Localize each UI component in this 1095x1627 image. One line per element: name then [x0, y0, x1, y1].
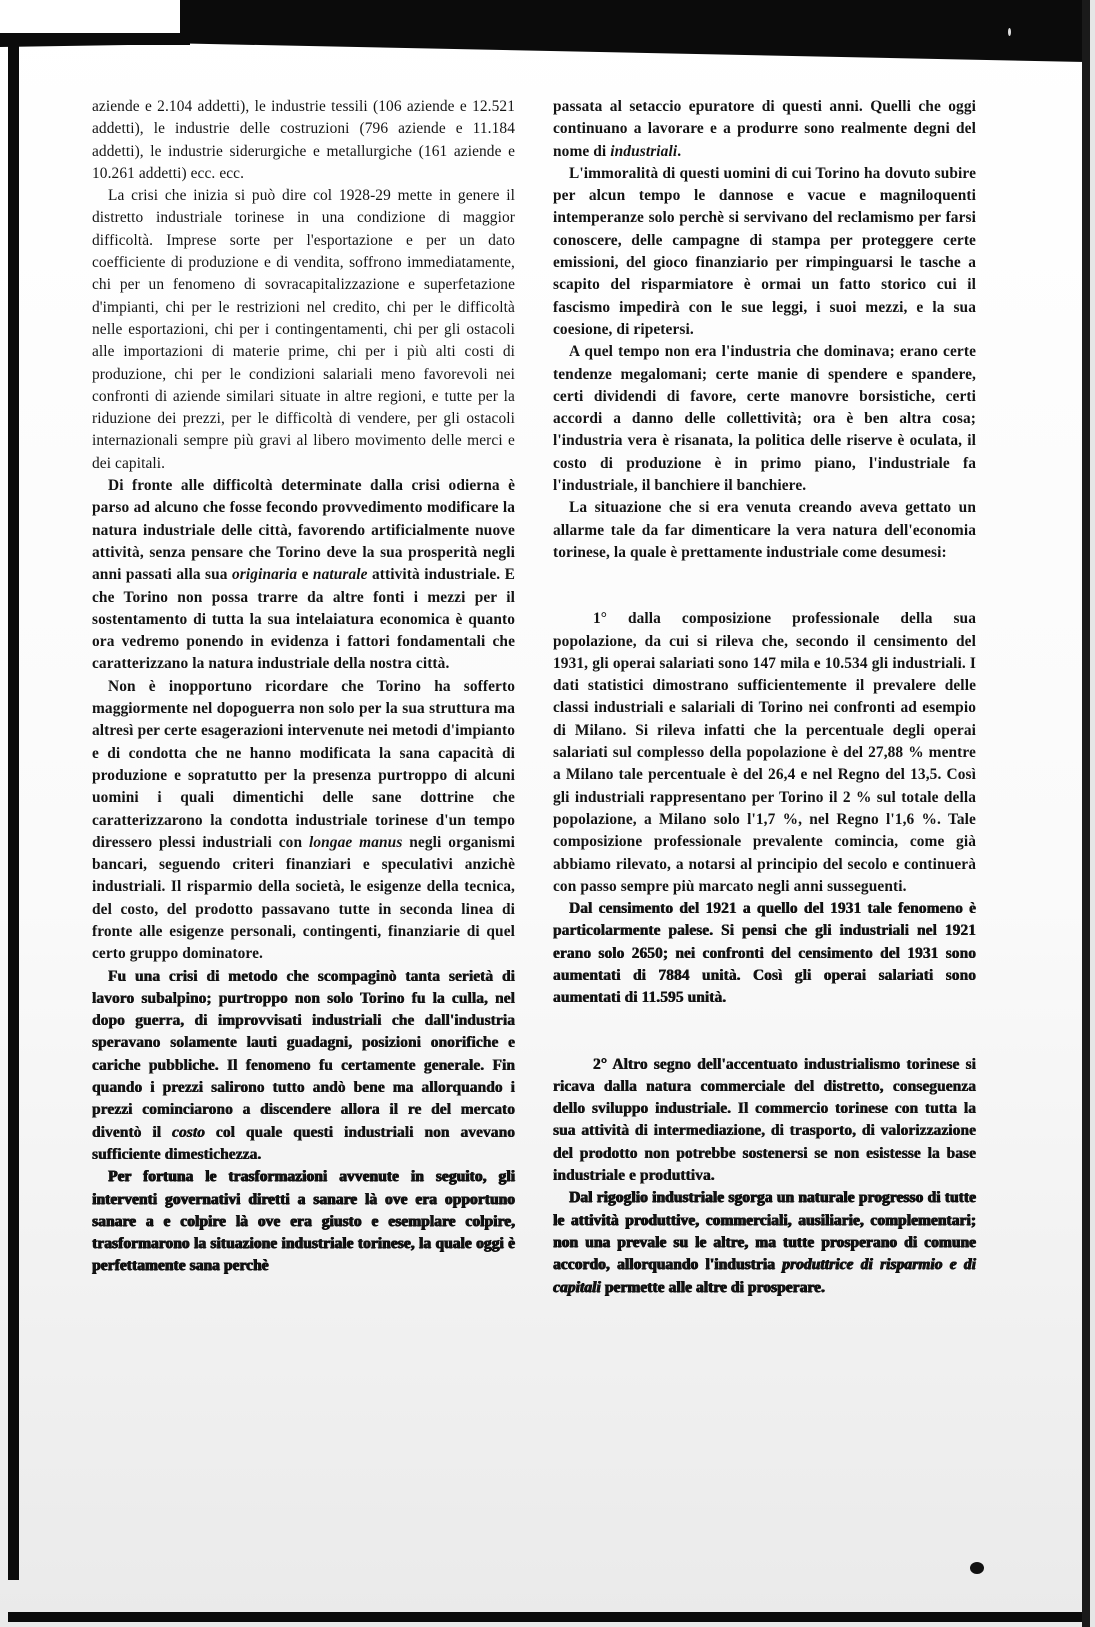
paragraph: Per fortuna le trasformazioni avvenute in seguito, gli interventi governativi diretti a sanare là ove era opportuno sanare a e colpire là ove era giusto e esemplare colpire, trasformarono la situazione industriale torinese, la quale oggi è perfettamente sana perchè: [92, 1168, 515, 1275]
paragraph: aziende e 2.104 addetti), le industrie tessili (106 aziende e 12.521 addetti), le industrie delle costruzioni (796 aziende e 11.184 addetti), le industrie siderurgiche e metallurgiche (161 aziende e 10.261 addetti) ecc. ecc.: [92, 98, 515, 182]
scan-border-right: [1082, 0, 1090, 1627]
emphasis: industriali: [610, 142, 678, 160]
emphasis: produttrice di risparmio e di capitali: [553, 1256, 976, 1296]
paragraph: Di fronte alle difficoltà determinate dalla crisi odierna è parso ad alcuno che fosse fecondo provvedimento modificare la natura industriale delle città, favorendo artificialmente nuove attività, senza pensare che Torino deve la sua prosperità negli anni passati alla sua originaria e naturale attività industriale. E che Torino non possa trarre da altre fonti i mezzi per il sostentamento di tutta la sua intelaiatura economica è quanto ora vedremo ponendo in evidenza i fattori fondamentali che caratterizzano la natura industriale della nostra città.: [92, 477, 515, 673]
list-item-2: 2° Altro segno dell'accentuato industrialismo torinese si ricava dalla natura commerciale del distretto, conseguenza dello sviluppo industriale. Il commercio torinese con tutta la sua attività di intermediazione, di trasporto, di valorizzazione del prodotto non potrebbe sostenersi se non esistesse la base industriale e produttiva.: [553, 1055, 976, 1185]
scan-border-bottom: [8, 1612, 1088, 1622]
emphasis: originaria: [232, 566, 298, 584]
emphasis: costo: [171, 1123, 205, 1141]
paragraph: La crisi che inizia si può dire col 1928-29 mette in genere il distretto industriale torinese in una condizione di maggior difficoltà. Imprese sorte per l'esportazione e per un dato coefficiente di produzione e di vendita, soffrono immediatamente, chi per un fenomeno di sovracapitalizzazione e superfetazione d'impianti, chi per le restrizioni nel credito, chi per le difficoltà nelle esportazioni, chi per i contingentamenti, chi per gli ostacoli alle importazioni di materie prime, chi per i più alti costi di produzione, chi per le condizioni salariali meno favorevoli nei confronti di aziende similari situate in altre regioni, e tutte per la riduzione dei prezzi, per le difficoltà di vendere, per gli ostacoli internazionali sempre più gravi al libero movimento delle merci e dei capitali.: [92, 187, 515, 472]
emphasis: naturale: [312, 566, 368, 584]
paragraph: Dal censimento del 1921 a quello del 1931 tale fenomeno è particolarmente palese. Si pensi che gli industriali nel 1921 erano solo 2650; nei confronti del censimento del 1931 sono aumentati di 7884 unità. Così gli operai salariati sono aumentati di 11.595 unità.: [553, 900, 976, 1007]
right-column: [553, 96, 976, 1299]
paragraph: Non è inopportuno ricordare che Torino ha sofferto maggiormente nel dopoguerra non solo per la sua struttura ma altresì per certe esagerazioni intervenute nei metodi d'impianto e di condotta che ne hanno modificata la sana capacità di produzione e sopratutto per la presenza purtroppo di alcuni uomini i quali dimentichi delle sane dottrine che caratterizzarono la condotta industriale torinese d'un tempo diressero plessi industriali con longae manus negli organismi bancari, seguendo criteri finanziari e speculativi anzichè industriali. Il risparmio della società, le esigenze della tecnica, del costo, del prodotto passavano tutte in seconda linea di fronte alle esigenze personali, contingenti, finanziarie di quel certo gruppo dominatore.: [92, 677, 515, 963]
left-column: [92, 96, 515, 1278]
ink-blot: [970, 1562, 984, 1574]
scan-border-top: [180, 0, 1085, 62]
paragraph: Dal rigoglio industriale sgorga un naturale progresso di tutte le attività produttive, commerciali, ausiliarie, complementari; non una prevale su le altre, ma tutte prosperano di comune accordo, allorquando l'industria produttrice di risparmio e di capitali permette alle altre di prosperare.: [553, 1189, 976, 1296]
paragraph: A quel tempo non era l'industria che dominava; erano certe tendenze megalomani; certe manie di spendere e spandere, certi dividendi di favore, certe manovre borsistiche, certi accordi a danno delle collettività; ora è ben altra cosa; l'industria vera è risanata, la politica delle riserve è oculata, il costo di produzione è in primo piano, l'industriale fa l'industriale, il banchiere il banchiere.: [553, 343, 976, 495]
emphasis: longae manus: [308, 833, 403, 851]
scan-edge-right: [1090, 0, 1095, 1627]
paragraph: passata al setaccio epuratore di questi anni. Quelli che oggi continuano a lavorare e a produrre sono realmente degni del nome di industriali.: [553, 98, 976, 160]
scan-speck: [1008, 28, 1011, 36]
paragraph: L'immoralità di questi uomini di cui Torino ha dovuto subire per alcun tempo le dannose e vacue e magniloquenti intemperanze solo perchè si servivano del reclamismo per farsi conoscere, delle campagne di stampa per proteggere certe emissioni, del gioco finanziario per rimpinguarsi le tasche a scapito del risparmiatore è ormai un fatto storico cui il fascismo impedirà con le sue leggi, i suoi mezzi, e la sua coesione, di ripetersi.: [553, 164, 976, 338]
scan-border-left: [8, 40, 19, 1580]
list-item-1: 1° dalla composizione professionale della sua popolazione, da cui si rileva che, secondo il censimento del 1931, gli operai salariati sono 147 mila e 10.534 gli industriali. I dati statistici dimostrano sufficientemente il prevalere delle classi industriali e salariali di Torino nei confronti ad esempio di Milano. Si rileva infatti che la percentuale degli operai salariati sul complesso della popolazione è del 27,88 % mentre a Milano tale percentuale è del 26,4 e nel Regno del 13,5. Così gli industriali rappresentano per Torino il 2 % sul totale della popolazione, a Milano solo l'1,7 %, nel Regno l'1,6 %. Tale composizione professionale prevalente comincia, come già abbiamo rilevato, a notarsi al principio del secolo e continuerà con passo sempre più marcato negli anni susseguenti.: [553, 610, 976, 895]
spacer: [553, 1010, 976, 1054]
paragraph: La situazione che si era venuta creando aveva gettato un allarme tale da far dimenticare la vera natura dell'economia torinese, la quale è prettamente industriale come desumesi:: [553, 499, 976, 561]
spacer: [553, 564, 976, 608]
paragraph: Fu una crisi di metodo che scompaginò tanta serietà di lavoro subalpino; purtroppo non solo Torino fu la culla, nel dopo guerra, di improvvisati industriali che dall'industria speravano solamente lauti guadagni, posizioni onorifiche e cariche pubbliche. Il fenomeno fu certamente generale. Fin quando i prezzi salirono tutto andò bene ma allorquando i prezzi cominciarono a discendere allora il re del mercato diventò il costo col quale questi industriali non avevano sufficiente dimestichezza.: [92, 967, 516, 1163]
